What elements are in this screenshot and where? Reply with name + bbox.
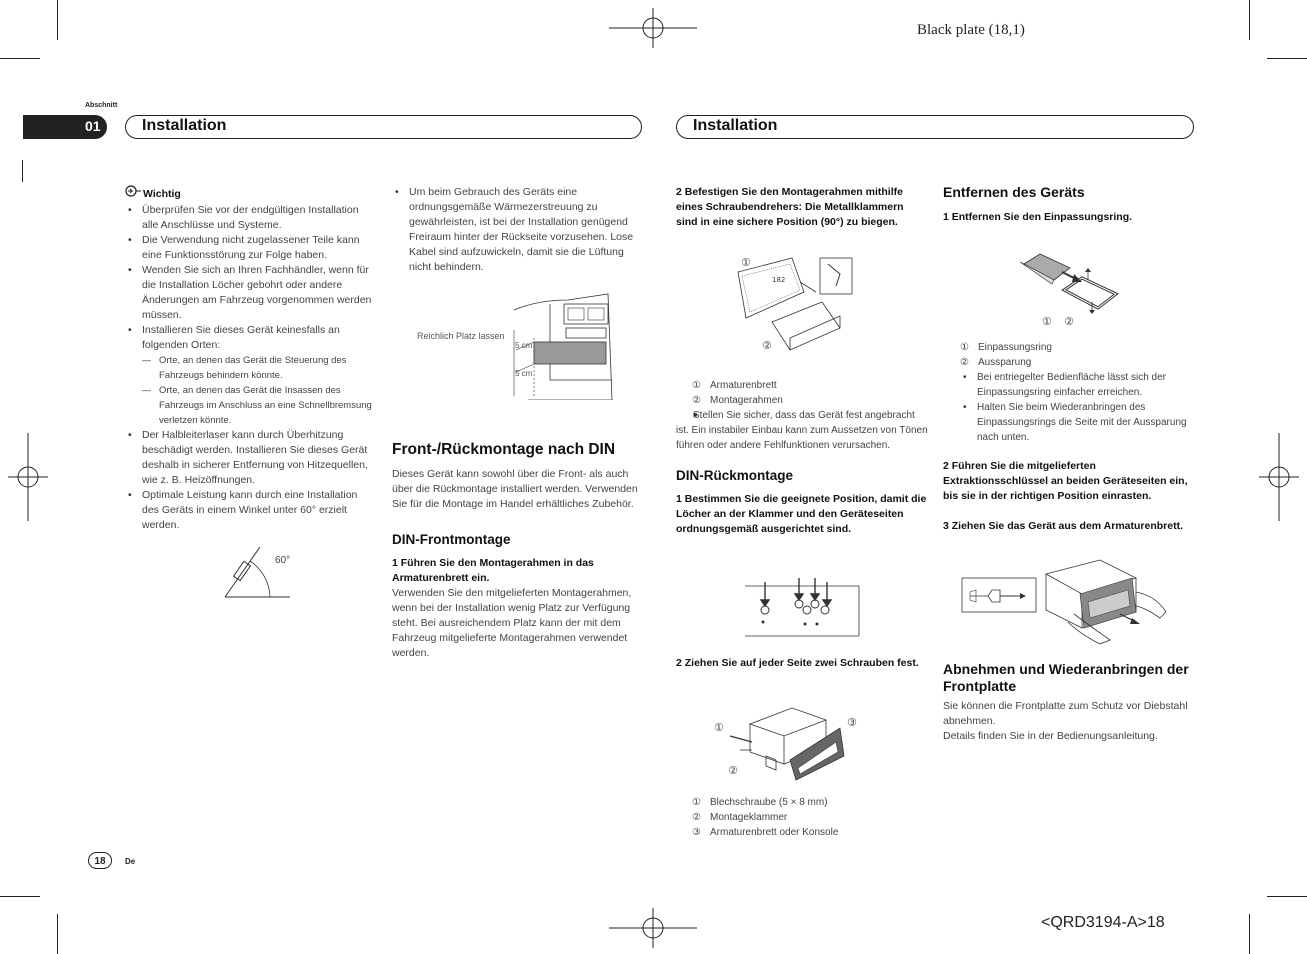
figure-legend: [943, 340, 1195, 370]
section-number-badge: [23, 115, 107, 139]
language-code: De: [125, 857, 136, 866]
svg-text:182: 182: [772, 276, 786, 284]
column-3-bottom: [676, 795, 926, 840]
header-right-title: Installation: [693, 117, 778, 134]
legend-item: ② Montagerahmen: [692, 395, 783, 406]
svg-text:②: ②: [762, 339, 772, 352]
important-heading: [125, 185, 377, 202]
page-number: 18: [94, 856, 106, 867]
paragraph-front-rear: Dieses Gerät kann sowohl über die Front- als auch über die Rückmontage installiert werden. Verwenden Sie für die Montage im Handel erhältliches Zubehör.: [392, 468, 638, 510]
important-title: Wichtig: [143, 188, 181, 200]
paragraph-front-panel: Details finden Sie in der Bedienungsanleitung.: [943, 730, 1158, 742]
registration-mark-bottom: [609, 908, 697, 948]
note-item: ■ Stellen Sie sicher, dass das Gerät fest angebracht ist. Ein instabiler Einbau kann zum Aussetzen von Tönen führen oder andere Fehlfunktionen verursachen.: [676, 408, 928, 453]
section-label: Abschnitt: [85, 102, 118, 109]
plate-label: Black plate (18,1): [917, 22, 1025, 38]
trim-ring-diagram: [1018, 250, 1122, 330]
heading-din-rear: DIN-Rückmontage: [676, 468, 794, 483]
step-text: 1 Bestimmen Sie die geeignete Position, damit die Löcher an der Klammer und den Geräteseiten ordnungsgemäß ausgerichtet sind.: [676, 493, 927, 535]
angle-label: 60°: [275, 555, 291, 566]
step-text: 2 Befestigen Sie den Montagerahmen mithilfe eines Schraubendrehers: Die Metallklammern sind in eine sichere Position (90°) zu biegen.: [676, 186, 904, 228]
trim-ring-notes: [943, 370, 1195, 445]
list-item: • Wenden Sie sich an Ihren Fachhändler, wenn für die Installation Löcher gebohrt oder andere Änderungen am Fahrzeug vorgenommen werden müssen.: [125, 263, 377, 323]
list-item: • Die Verwendung nicht zugelassener Teile kann eine Funktionsstörung zur Folge haben.: [125, 233, 377, 263]
crop-mark: [1249, 0, 1250, 40]
dimension-label-bottom: 5 cm: [515, 369, 533, 378]
heading-front-panel: Abnehmen und Wiederanbringen der Frontplatte: [943, 661, 1189, 694]
header-left-title: Installation: [142, 117, 227, 134]
list-item: • Bei entriegelter Bedienfläche lässt sich der Einpassungsring einfacher erreichen.: [960, 370, 1195, 400]
svg-text:①: ①: [741, 256, 751, 269]
unit-extraction-diagram: [960, 556, 1174, 646]
paragraph-step1: Verwenden Sie den mitgelieferten Montagerahmen, wenn bei der Installation wenig Platz zur Verfügung steht. Bei ausreichendem Platz kann der mit dem Fahrzeug mitgelieferte Montagerahmen verwendet werden.: [392, 587, 632, 659]
page-number-badge: [88, 852, 112, 869]
legend-item: ① Einpassungsring: [960, 342, 1052, 353]
svg-text:①: ①: [714, 721, 724, 734]
document-code: <QRD3194-A>18: [1041, 914, 1165, 931]
step-text: 1 Entfernen Sie den Einpassungsring.: [943, 211, 1133, 223]
svg-text:③: ③: [847, 716, 857, 729]
figure-legend: [676, 795, 926, 840]
step-text: 1 Führen Sie den Montagerahmen in das Armaturenbrett ein.: [392, 557, 594, 584]
registration-mark-top: [609, 8, 697, 48]
column-2-lower: [392, 441, 642, 661]
figure-legend: [676, 378, 928, 408]
legend-item: ① Blechschraube (5 × 8 mm): [692, 797, 828, 808]
section-number: 01: [85, 118, 101, 134]
svg-text:②: ②: [1064, 315, 1074, 328]
column-2: [392, 185, 642, 275]
column-4-lower: [943, 661, 1195, 744]
heading-din-front: DIN-Frontmontage: [392, 532, 511, 547]
registration-mark-left: [8, 433, 48, 521]
heading-remove-unit: Entfernen des Geräts: [943, 184, 1085, 200]
column-3: [676, 185, 926, 230]
list-item: • Halten Sie beim Wiederanbringen des Einpassungsrings die Seite mit der Aussparung nach unten.: [960, 400, 1195, 445]
ventilation-list: [392, 185, 642, 275]
column-4: [943, 184, 1195, 225]
step-text: 2 Führen Sie die mitgelieferten Extraktionsschlüssel an beiden Geräteseiten ein, bis sie in der richtigen Position einrasten.: [943, 460, 1188, 502]
list-item: • Installieren Sie dieses Gerät keinesfalls an folgenden Orten:: [125, 323, 377, 353]
heading-front-rear-din: Front-/Rückmontage nach DIN: [392, 441, 616, 458]
margin-mark: [22, 160, 23, 182]
column-3-mid: [676, 378, 928, 537]
svg-text:①: ①: [1042, 315, 1052, 328]
svg-text:②: ②: [728, 764, 738, 777]
list-item: • Optimale Leistung kann durch eine Installation des Geräts in einem Winkel unter 60° erzielt werden.: [125, 488, 377, 533]
figure-label-space: Reichlich Platz lassen: [417, 331, 505, 341]
legend-item: ① Armaturenbrett: [692, 380, 777, 391]
rear-mount-alignment-diagram: [743, 576, 861, 638]
angle-diagram: [222, 540, 294, 602]
registration-mark-right: [1259, 433, 1299, 521]
legend-item: ② Aussparung: [960, 357, 1032, 368]
list-item: • Um beim Gebrauch des Geräts eine ordnungsgemäße Wärmezerstreuung zu gewährleisten, ist bei der Installation genügend Freiraum hinter der Rückseite vorzusehen. Lose Kabel sind aufzuwickeln, damit sie die Lüftung nicht behindern.: [392, 185, 642, 275]
crop-mark: [1267, 896, 1307, 897]
step-text: 2 Ziehen Sie auf jeder Seite zwei Schrauben fest.: [676, 657, 919, 669]
mounting-frame-diagram: [732, 252, 860, 362]
legend-item: ② Montageklammer: [692, 812, 788, 823]
note-list: [676, 408, 928, 453]
crop-mark: [57, 0, 58, 40]
list-item: • Der Halbleiterlaser kann durch Überhitzung beschädigt werden. Installieren Sie dieses Gerät deshalb in sicherer Entfernung von Hitzequellen, wie z. B. Heizöffnungen.: [125, 428, 377, 488]
crop-mark: [1249, 914, 1250, 954]
column-1: [125, 185, 377, 533]
page-header-left: [125, 115, 642, 139]
crop-mark: [1267, 58, 1307, 59]
list-item: • Überprüfen Sie vor der endgültigen Installation alle Anschlüsse und Systeme.: [125, 203, 377, 233]
sub-list-item: — Orte, an denen das Gerät die Steuerung des Fahrzeugs behindern könnte.: [142, 353, 377, 383]
legend-item: ③ Armaturenbrett oder Konsole: [692, 827, 839, 838]
important-list: [125, 203, 377, 533]
crop-mark: [0, 896, 40, 897]
crop-mark: [0, 58, 40, 59]
column-3-lower: [676, 656, 926, 671]
rear-mount-screw-diagram: [710, 700, 865, 782]
dimension-label-top: 5 cm: [515, 341, 533, 350]
sub-list-item: — Orte, an denen das Gerät die Insassen des Fahrzeugs im Anschluss an eine Schnellbremsung verletzen könnte.: [142, 383, 377, 428]
step-text: 3 Ziehen Sie das Gerät aus dem Armaturenbrett.: [943, 520, 1184, 532]
page-header-right: [676, 115, 1194, 139]
important-icon: [125, 185, 143, 197]
paragraph-front-panel: Sie können die Frontplatte zum Schutz vor Diebstahl abnehmen.: [943, 700, 1188, 727]
column-4-mid: [943, 340, 1195, 534]
crop-mark: [57, 914, 58, 954]
